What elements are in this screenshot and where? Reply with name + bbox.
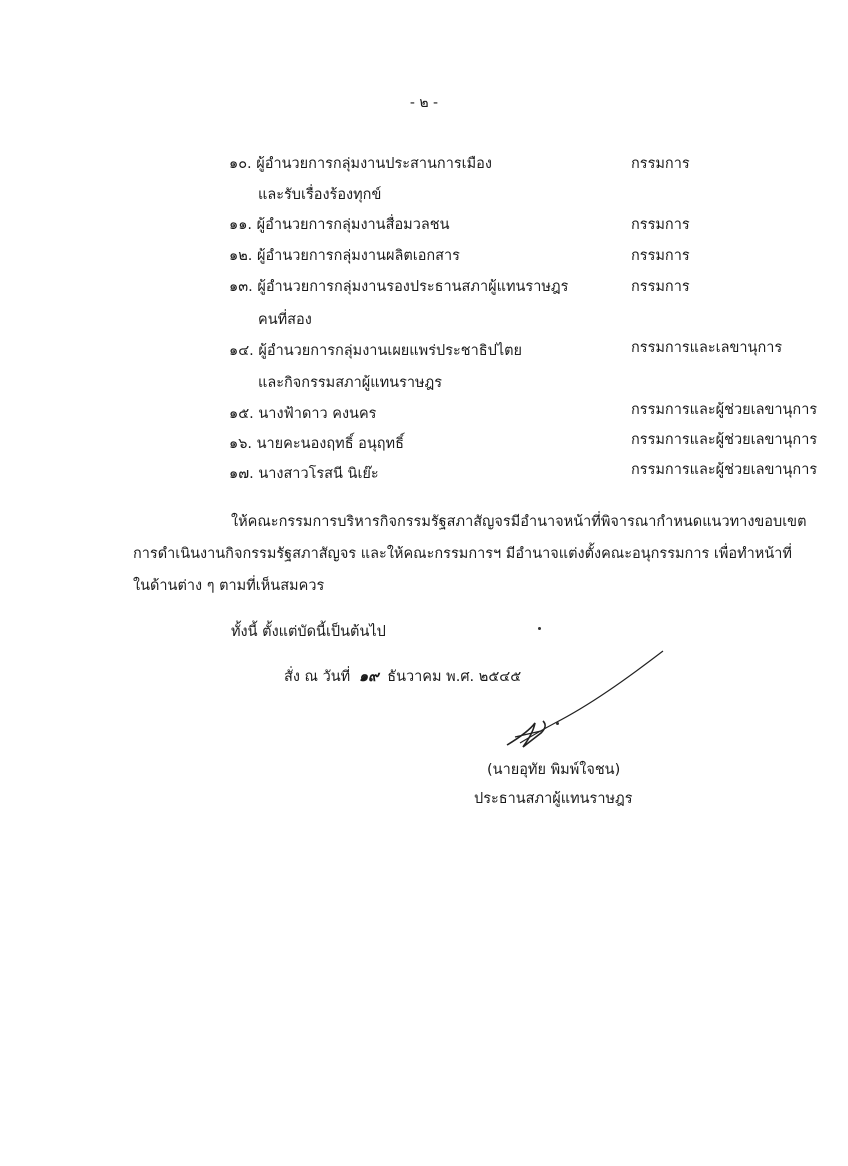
- member-name-continuation: และกิจกรรมสภาผู้แทนราษฎร: [258, 375, 443, 391]
- member-role: กรรมการและผู้ช่วยเลขานุการ: [631, 462, 818, 478]
- scan-speck: [538, 627, 541, 630]
- body-paragraph-line: ในด้านต่าง ๆ ตามที่เห็นสมควร: [133, 578, 325, 594]
- body-paragraph-line: ให้คณะกรรมการบริหารกิจกรรมรัฐสภาสัญจรมีอำนาจหน้าที่พิจารณากำหนดแนวทางขอบเขต: [231, 514, 807, 530]
- member-name: ๑๖. นายคะนองฤทธิ์ อนุฤทธิ์: [229, 436, 404, 452]
- signatory-position: ประธานสภาผู้แทนราษฎร: [474, 791, 633, 807]
- body-paragraph-line: การดำเนินงานกิจกรรมรัฐสภาสัญจร และให้คณะกรรมการฯ มีอำนาจแต่งตั้งคณะอนุกรรมการ เพื่อทำหน้าที่: [133, 546, 792, 562]
- member-role: กรรมการ: [631, 156, 690, 172]
- order-date-month-year: ธันวาคม พ.ศ. ๒๕๔๕: [387, 669, 522, 685]
- signatory-name: (นายอุทัย พิมพ์ใจชน): [487, 762, 621, 778]
- member-role: กรรมการและผู้ช่วยเลขานุการ: [631, 402, 818, 418]
- member-role: กรรมการและเลขานุการ: [631, 340, 783, 356]
- handwritten-signature: [495, 645, 670, 755]
- member-role: กรรมการและผู้ช่วยเลขานุการ: [631, 432, 818, 448]
- closing-paragraph: ทั้งนี้ ตั้งแต่บัดนี้เป็นต้นไป: [231, 624, 386, 640]
- member-name: ๑๓. ผู้อำนวยการกลุ่มงานรองประธานสภาผู้แทนราษฎร: [229, 279, 569, 295]
- member-name: ๑๐. ผู้อำนวยการกลุ่มงานประสานการเมือง: [229, 156, 492, 172]
- member-role: กรรมการ: [631, 217, 690, 233]
- order-date: [284, 665, 521, 688]
- member-name-continuation: และรับเรื่องร้องทุกข์: [258, 187, 382, 203]
- member-name: ๑๗. นางสาวโรสนี นิเย๊ะ: [229, 466, 379, 482]
- order-date-day: ๑๙: [358, 669, 379, 685]
- member-name: ๑๒. ผู้อำนวยการกลุ่มงานผลิตเอกสาร: [229, 248, 460, 264]
- scan-speck: [556, 722, 559, 725]
- order-date-prefix: สั่ง ณ วันที่: [284, 669, 351, 685]
- member-name: ๑๔. ผู้อำนวยการกลุ่มงานเผยแพร่ประชาธิปไตย: [229, 343, 523, 359]
- page-number: - ๒ -: [409, 95, 439, 111]
- member-name: ๑๑. ผู้อำนวยการกลุ่มงานสื่อมวลชน: [229, 217, 450, 233]
- member-role: กรรมการ: [631, 279, 690, 295]
- member-name-continuation: คนที่สอง: [258, 312, 312, 328]
- member-name: ๑๕. นางฟ้าดาว คงนคร: [229, 406, 377, 422]
- member-role: กรรมการ: [631, 248, 690, 264]
